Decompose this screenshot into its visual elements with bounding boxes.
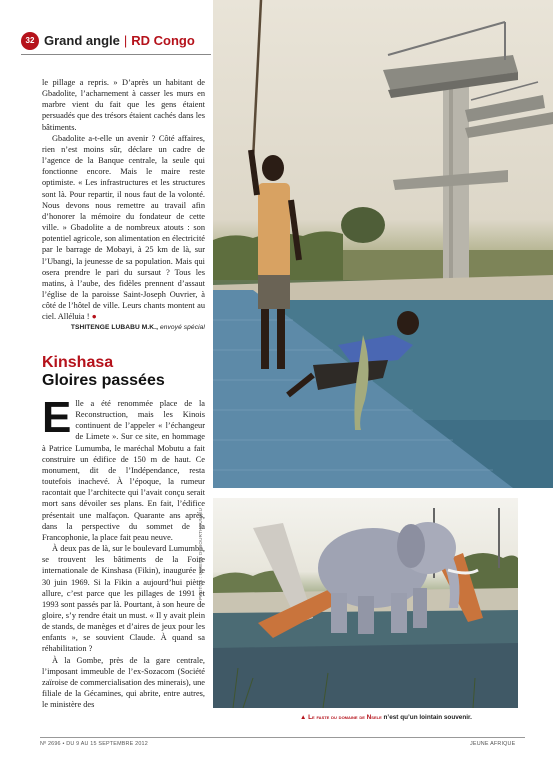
page-number: 32 [21, 32, 39, 50]
footer-publication: JEUNE AFRIQUE [470, 741, 516, 747]
paragraph: À deux pas de là, sur le boulevard Lumumba, se trouvent les bâtiments de la Foire internationale de Kinshasa (Fikin), inaugurée le 30 juin 1969. Si la Fikin a aujourd’hui piètre allure, c’est parce que les pillages de 1991 et 1993 sont passés par là. Pourtant, à son heure de gloire, s’y rendre était un must. « Il y avait plein de stands, de manèges et d’aires de jeux pour les enfants », se souvient Claude. À quand sa réhabilitation ? [42, 544, 205, 654]
caption-marker-icon: ▲ [300, 714, 307, 721]
paragraph: le pillage a repris. » D’après un habitant de Gbadolite, l’acharnement à casser les murs en marbre vient du fait que les gens étaient persuadés que des trésors étaient cachés dans les bâtiments. [42, 78, 205, 132]
byline [42, 324, 205, 331]
article-column-2 [42, 393, 205, 710]
photo-caption [300, 714, 550, 721]
byline-role: envoyé spécial [159, 324, 205, 332]
lead-paragraph [42, 393, 205, 543]
caption-text: n’est qu’un lointain souvenir. [383, 714, 472, 721]
section-separator: | [123, 33, 128, 48]
section-subtitle: RD Congo [131, 33, 195, 48]
photo-elephant-slide-illustration [213, 498, 518, 708]
photo-elephant-slide [213, 498, 518, 708]
section-header [44, 33, 195, 48]
photo-credit: PHOTOS : GWENN DUBOURTHOUMIEU [198, 507, 203, 600]
paragraph [42, 133, 205, 323]
caption-lead: Le faste du domaine de Nsele [308, 714, 382, 721]
section-title: Grand angle [44, 33, 120, 48]
header-rule [21, 54, 211, 55]
byline-name: TSHITENGE LUBABU M.K., [70, 324, 159, 332]
lead-text: lle a été renommée place de la Reconstruction, mais les Kinois continuent de l’appeler « l’échangeur de Limete ». Sur ce site, en hommage à Patrice Lumumba, le maréchal Mobutu a fait construire un édifice de 150 m de haut. Ce monument, dit de l’Indépendance, resta toutefois inachevé. À l’époque, la rumeur racontait que l’architecte qui l’avait conçu serait mort sans dévoiler ses plans. En fait, l’édifice présentait une malfaçon. Quarante ans après, dans la perspective du sommet de la Francophonie, la place fait peau neuve. [42, 399, 205, 542]
photo-diving-pool [213, 0, 553, 488]
paragraph-text: Gbadolite a-t-elle un avenir ? Côté affaires, rien n’est moins sûr, déclare un cadre de l’agence de la Banque centrale, la seule qui fonctionne encore. Mais le maire reste optimiste. « Les infrastructures et les structures sont là. Pour repartir, il nous faut de la volonté. Nous devons nous remettre au travail afin d’honorer la mémoire du fondateur de cette ville. » Gbadolite a de nombreux atouts : son potentiel agricole, son alimentation en électricité par le barrage de Mobayi, à 25 km de là, sur l’Ubangi, la jeunesse de sa population. Mais qui osera prendre le pari du sursaut ? Tous les matins, à l’aube, des fidèles prennent d’assaut l’église de la paroisse Saint-Joseph Ouvrier, à côté de l’hôtel de ville. Leurs chants montent au ciel. Alléluia ! [42, 133, 205, 322]
end-mark: ● [91, 311, 97, 322]
paragraph: À la Gombe, près de la gare centrale, l’imposant immeuble de l’ex-Sozacom (Société zaïroise de commercialisation des minerais), une filiale de la Gécamines, qui abrite, entre autres, le ministère des [42, 655, 205, 710]
photo-diving-pool-illustration [213, 0, 553, 488]
footer-rule [40, 737, 525, 738]
footer-issue: Nº 2696 • DU 9 AU 15 SEPTEMBRE 2012 [40, 741, 148, 747]
article-kicker: Kinshasa [42, 354, 114, 371]
article-title: Gloires passées [42, 372, 165, 389]
drop-cap: E [42, 393, 72, 442]
article-column-1 [42, 77, 205, 331]
